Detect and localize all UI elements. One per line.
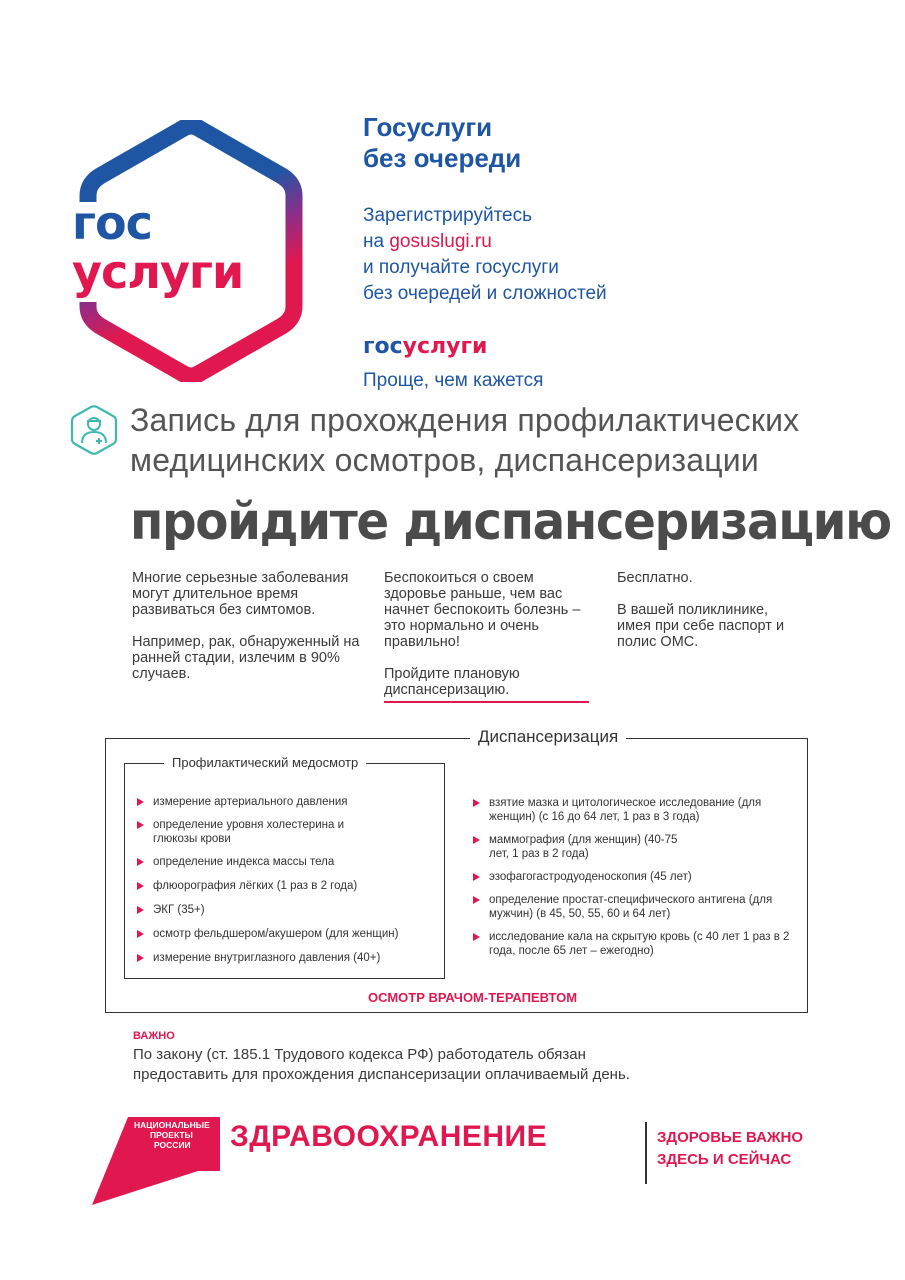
doctor-icon [68, 404, 120, 456]
checkup-item: измерение артериального давления [135, 795, 440, 809]
dispanser-item: взятие мазка и цитологическое исследование (для женщин) (с 16 до 64 лет, 1 раз в 3 года) [471, 796, 791, 824]
important-line-1: По закону (ст. 185.1 Трудового кодекса РФ) работодатель обязан [133, 1046, 586, 1063]
footer-slogan-2: ЗДЕСЬ И СЕЙЧАС [657, 1151, 792, 1168]
promo-text-1: Зарегистрируйтесь [363, 205, 533, 226]
col1-paragraph-1: Многие серьезные заболевания могут длительное время развиваться без симтомов. [132, 570, 349, 618]
main-title: пройдите диспансеризацию [130, 492, 891, 552]
brand-part-gos: гос [363, 334, 403, 359]
dispanser-item: маммография (для женщин) (40-75 лет, 1 раз в 2 года) [471, 833, 689, 861]
promo-text-2 [363, 229, 492, 255]
logo-uslugi: услуги [72, 245, 244, 299]
gosuslugi-link[interactable]: gosuslugi.ru [389, 231, 492, 252]
therapist-label: ОСМОТР ВРАЧОМ-ТЕРАПЕВТОМ [356, 990, 589, 1005]
important-label: ВАЖНО [133, 1030, 175, 1042]
np-line-1: НАЦИОНАЛЬНЫЕ [134, 1120, 210, 1130]
dispanser-item: исследование кала на скрытую кровь (с 40 лет 1 раз в 2 года, после 65 лет – ежегодно) [471, 930, 791, 958]
dispanser-item: эзофагогастродуоденоскопия (45 лет) [471, 870, 791, 884]
checkup-item: измерение внутриглазного давления (40+) [135, 951, 440, 965]
checkup-item: осмотр фельдшером/акушером (для женщин) [135, 927, 440, 941]
info-column-2 [384, 570, 599, 719]
brand-wordmark [363, 334, 487, 359]
national-projects-text [134, 1120, 210, 1150]
footer-slogan [657, 1127, 803, 1171]
brand-slogan: Проще, чем кажется [363, 370, 544, 391]
col2-paragraph-1: Беспокоиться о своем здоровье раньше, чем вас начнет беспокоить болезнь – это нормально и очень правильно! [384, 570, 581, 650]
promo-text-2-prefix: на [363, 231, 390, 252]
dispanser-item: определение простат-специфического антигена (для мужчин) (в 45, 50, 55, 60 и 64 лет) [471, 893, 791, 921]
col2-paragraph-2: Пройдите плановую диспансеризацию. [384, 666, 589, 703]
checkup-list [135, 795, 440, 965]
dispanser-list [471, 796, 791, 958]
info-column-3 [617, 570, 797, 666]
gosuslugi-logo [70, 120, 310, 382]
brand-part-uslugi: услуги [402, 334, 488, 359]
dispanser-label: Диспансеризация [470, 727, 626, 747]
col1-paragraph-2: Например, рак, обнаруженный на ранней стадии, излечим в 90% случаев. [132, 634, 360, 682]
np-line-2: ПРОЕКТЫ [150, 1130, 193, 1140]
checkup-item: определение уровня холестерина и глюкозы крови [135, 818, 373, 846]
important-text [133, 1045, 630, 1085]
promo-title-2: без очереди [363, 143, 522, 173]
checkup-item: ЭКГ (35+) [135, 903, 440, 917]
col3-paragraph-2: В вашей поликлинике, имея при себе паспорт и полис ОМС. [617, 602, 785, 650]
footer-slogan-1: ЗДОРОВЬЕ ВАЖНО [657, 1129, 803, 1146]
footer-divider [645, 1122, 647, 1184]
promo-text-4: без очередей и сложностей [363, 283, 607, 304]
np-line-3: РОССИИ [154, 1140, 191, 1150]
national-projects-flag-icon [90, 1115, 225, 1207]
checkup-item: флюорография лёгких (1 раз в 2 года) [135, 879, 440, 893]
checkup-label: Профилактический медосмотр [164, 755, 366, 770]
appointment-line-1: Запись для прохождения профилактических [130, 402, 800, 438]
appointment-line-2: медицинских осмотров, диспансеризации [130, 442, 759, 478]
logo-gos: гос [72, 196, 152, 250]
checkup-item: определение индекса массы тела [135, 855, 440, 869]
project-name: ЗДРАВООХРАНЕНИЕ [230, 1120, 548, 1153]
col3-paragraph-1: Бесплатно. [617, 570, 693, 586]
info-column-1 [132, 570, 367, 698]
promo-title-1: Госуслуги [363, 112, 493, 142]
important-line-2: предоставить для прохождения диспансеризации оплачиваемый день. [133, 1066, 630, 1083]
promo-text-3: и получайте госуслуги [363, 257, 559, 278]
